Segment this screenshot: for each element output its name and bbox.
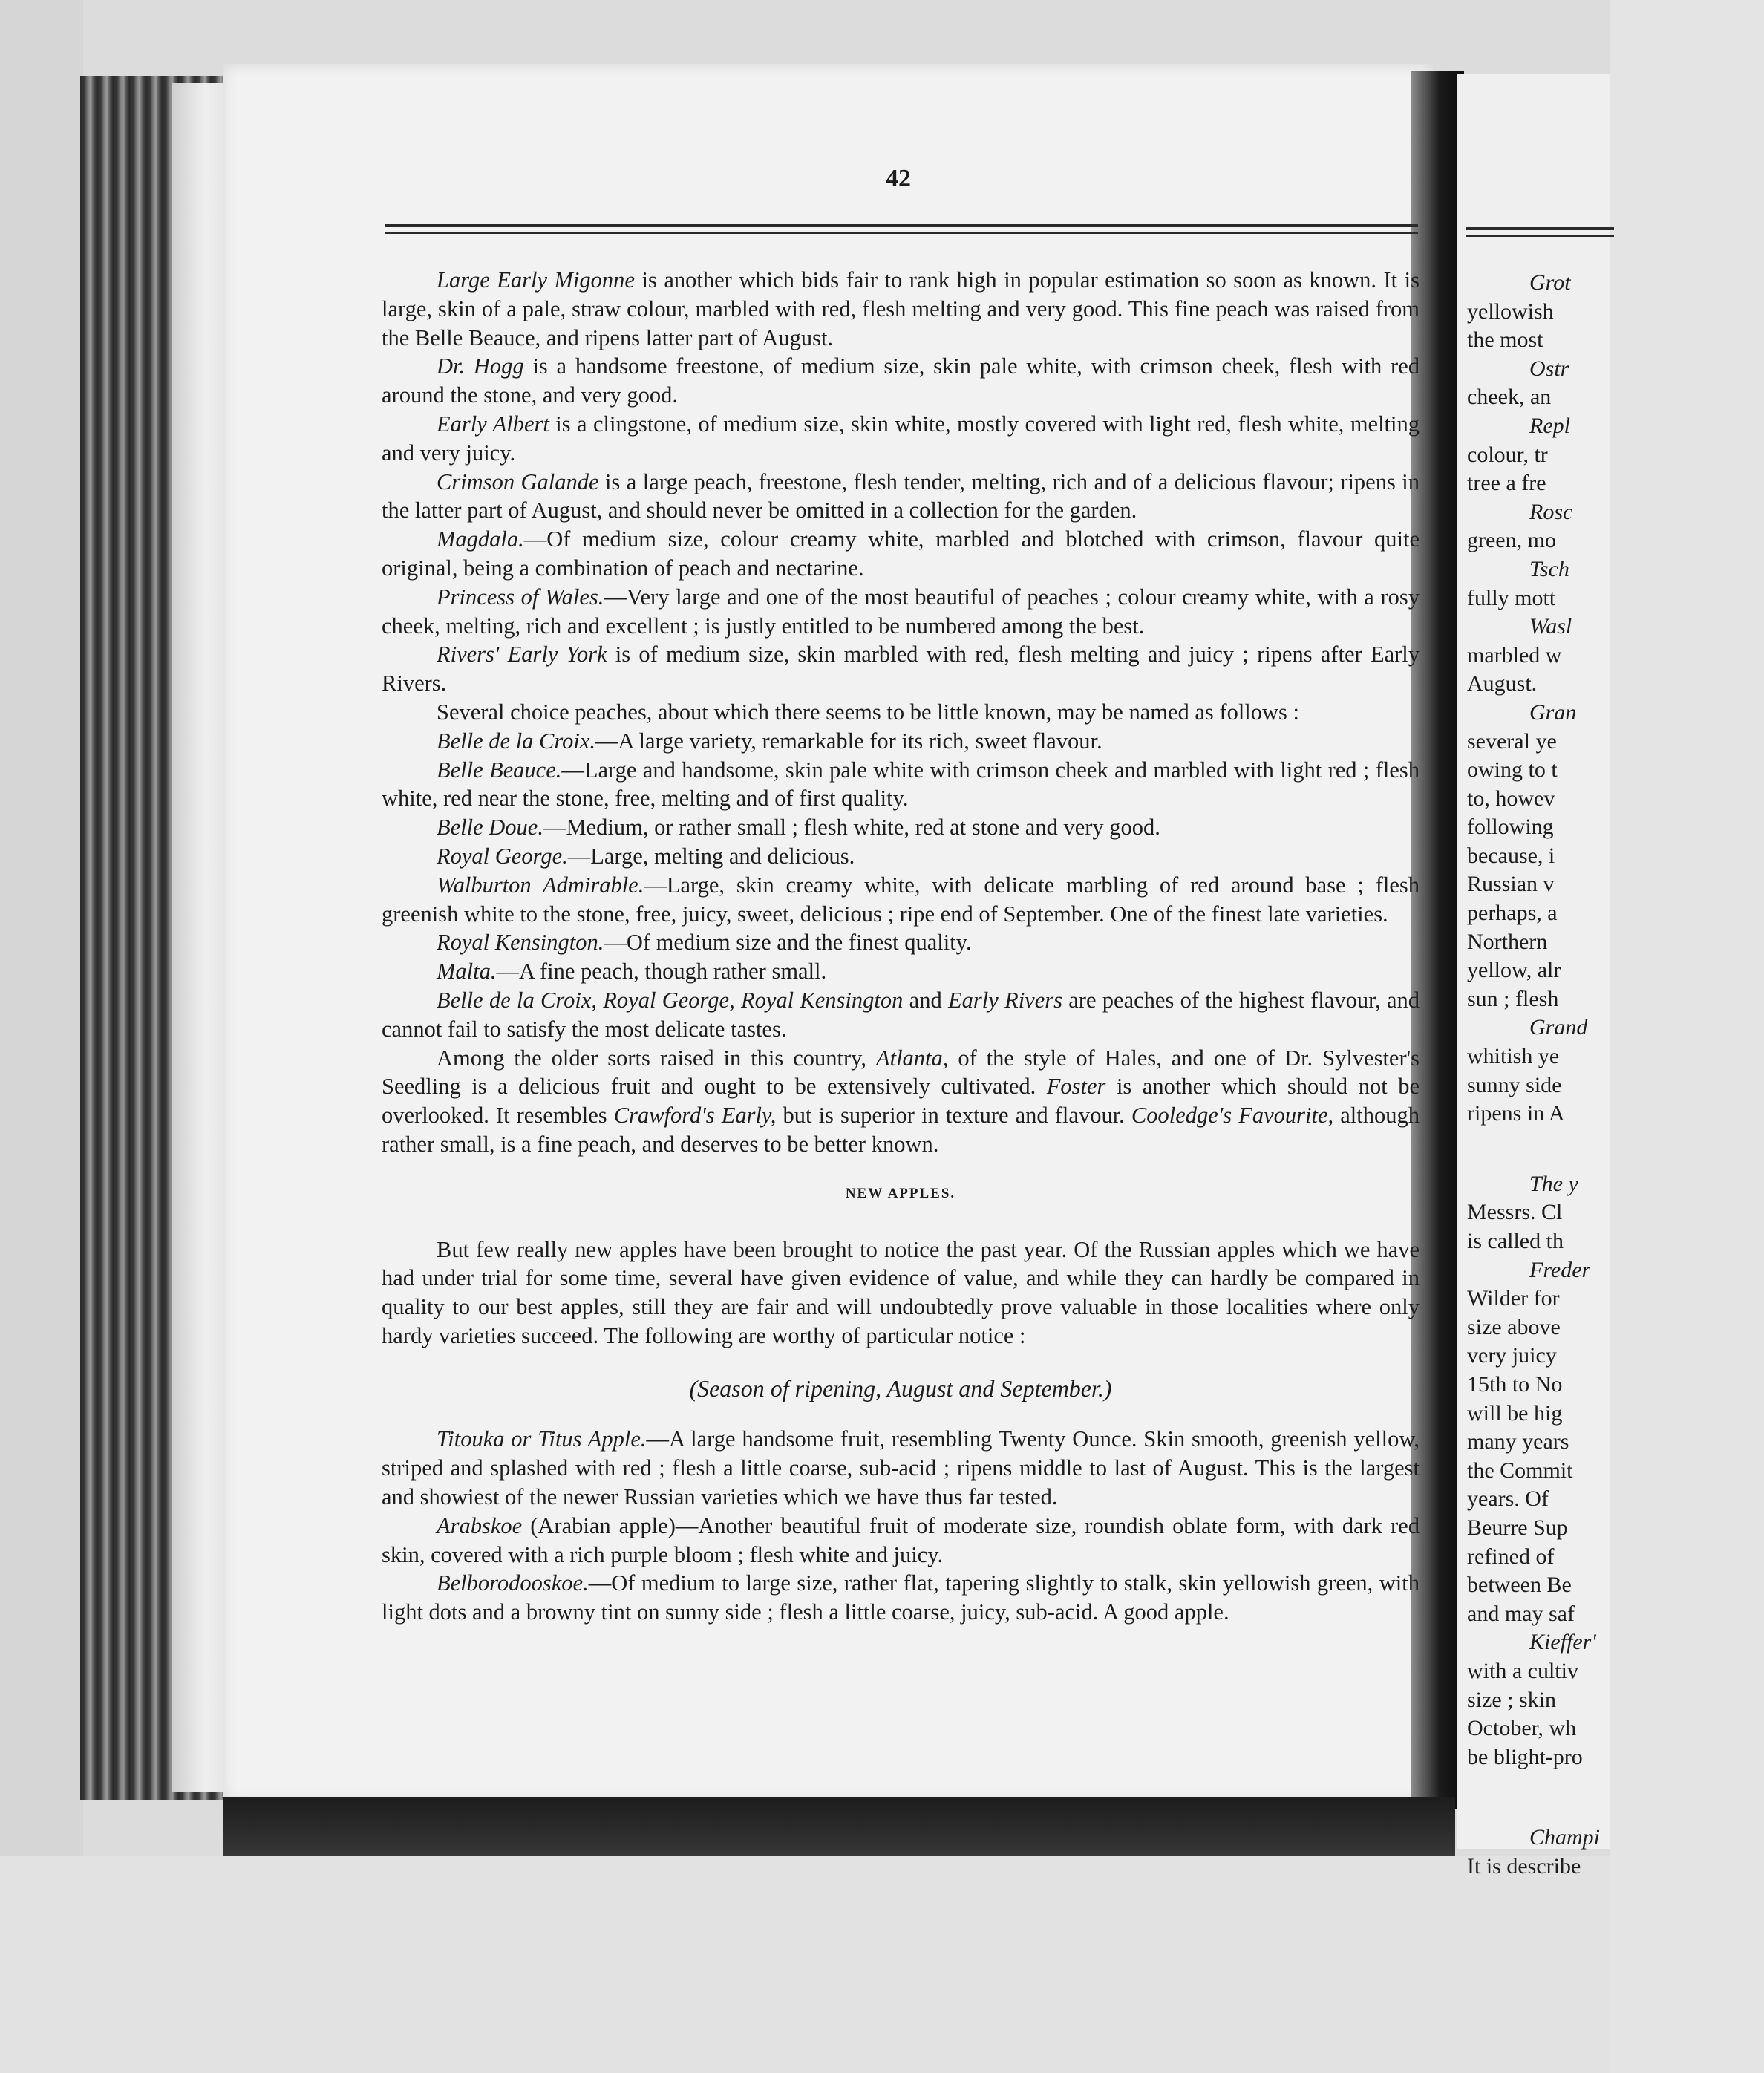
variety-name: Titouka or Titus Apple. <box>437 1426 647 1452</box>
text-line-fragment: following <box>1467 814 1554 840</box>
header-rule-thin <box>385 232 1418 234</box>
text-line-fragment: tree a fre <box>1467 471 1546 496</box>
text-line-fragment: Beurre Sup <box>1467 1515 1568 1540</box>
text-line-fragment: be blight-pro <box>1467 1744 1583 1769</box>
text-line-fragment: Northern <box>1467 929 1548 954</box>
text-line-fragment: marbled w <box>1467 642 1562 667</box>
variety-name: Princess of Wales. <box>437 584 604 610</box>
header-rule <box>385 224 1418 227</box>
text-line-fragment: the most <box>1467 327 1544 353</box>
text-line-fragment: October, wh <box>1467 1716 1577 1741</box>
text-line-fragment: Grot <box>1529 270 1571 295</box>
scan-margin-bottom <box>0 1856 1610 2073</box>
text-line-fragment: Wilder for <box>1467 1286 1560 1311</box>
text-line-fragment: size ; skin <box>1467 1687 1556 1712</box>
paragraph: Early Albert is a clingstone, of medium size, skin white, mostly covered with light red, flesh white, melting and very juicy. <box>382 411 1420 466</box>
text-line-fragment: fully mott <box>1467 585 1556 610</box>
text-line-fragment: cheek, an <box>1467 385 1552 410</box>
paragraph: But few really new apples have been brought to notice the past year. Of the Russian apples which we have had under trial for some time, several have given evidence of value, and while they can hardly be compared in quality to our best apples, still they are fair and will undoubtedly prove valuable in those localities where only hardy varieties succeed. The following are worthy of particular notice : <box>382 1236 1420 1348</box>
paragraph: Titouka or Titus Apple.—A large handsome fruit, resembling Twenty Ounce. Skin smooth, greenish yellow, striped and splashed with red ; flesh a little coarse, sub-acid ; ripens middle to last of August. This is the largest and showiest of the newer Russian varieties which we have thus far tested. <box>382 1426 1420 1510</box>
text-line-fragment: years. Of <box>1467 1486 1549 1512</box>
paragraph: Several choice peaches, about which there seems to be little known, may be named as follows : <box>437 699 1300 725</box>
text-line-fragment: many years <box>1467 1429 1569 1455</box>
paragraph: Belborodooskoe.—Of medium to large size, rather flat, tapering slightly to stalk, skin yellowish green, with light dots and a browny tint on sunny side ; flesh a little coarse, juicy, sub-acid. A good apple. <box>382 1570 1420 1625</box>
text-line-fragment: refined of <box>1467 1544 1555 1569</box>
variety-name: Belle Beauce. <box>437 757 562 783</box>
text-line-fragment: very juicy <box>1467 1343 1557 1368</box>
paragraph: Large Early Migonne is another which bids fair to rank high in popular estimation so soon as known. It is large, skin of a pale, straw colour, marbled with red, flesh melting and very good. This fine peach was raised from the Belle Beauce, and ripens latter part of August. <box>382 267 1420 350</box>
text-line-fragment: yellow, alr <box>1467 958 1561 983</box>
text-line-fragment: will be hig <box>1467 1400 1563 1426</box>
variety-name: Early Albert <box>437 411 549 437</box>
text-line-fragment: between Be <box>1467 1573 1572 1598</box>
paragraph: Belle de la Croix.—A large variety, remarkable for its rich, sweet flavour. <box>437 728 1102 754</box>
paragraph: Crimson Galande is a large peach, freestone, flesh tender, melting, rich and of a delicious flavour; ripens in the latter part of August, and should never be omitted in a collection for the garden. <box>382 469 1420 523</box>
page-body <box>382 266 1420 1627</box>
paragraph: Walburton Admirable.—Large, skin creamy white, with delicate marbling of red around base ; flesh greenish white to the stone, free, juicy, sweet, delicious ; ripe end of September. One of the finest late varieties. <box>382 872 1420 927</box>
text-line-fragment: green, mo <box>1467 528 1556 553</box>
header-rule-thin <box>1466 235 1614 237</box>
text-line-fragment: It is describe <box>1467 1853 1581 1878</box>
text-line-fragment: because, i <box>1467 843 1555 868</box>
text-line-fragment: Grand <box>1529 1015 1588 1040</box>
text-line-fragment: whitish ye <box>1467 1044 1560 1069</box>
text-line-fragment: several ye <box>1467 728 1557 754</box>
book-bottom-edge <box>223 1797 1455 1864</box>
variety-name: Dr. Hogg <box>437 353 524 379</box>
text-line-fragment: August. <box>1467 671 1538 696</box>
text-line-fragment: Kieffer' <box>1529 1630 1596 1655</box>
variety-name: Belborodooskoe. <box>437 1570 589 1596</box>
variety-name: Rivers' Early York <box>437 642 607 667</box>
text-line-fragment: is called th <box>1467 1229 1564 1253</box>
text-line-fragment: The y <box>1529 1171 1578 1196</box>
text-line-fragment: Russian v <box>1467 872 1555 897</box>
text-line-fragment: Freder <box>1529 1257 1591 1282</box>
text-line-fragment: the Commit <box>1467 1457 1573 1483</box>
paragraph: Belle Doue.—Medium, or rather small ; flesh white, red at stone and very good. <box>437 814 1160 840</box>
paragraph: Rivers' Early York is of medium size, skin marbled with red, flesh melting and juicy ; ripens after Early Rivers. <box>382 642 1420 696</box>
right-page <box>1457 74 1610 1878</box>
paragraph: Belle Beauce.—Large and handsome, skin pale white with crimson cheek and marbled with light red ; flesh white, red near the stone, free, melting and of first quality. <box>382 757 1420 812</box>
text-line-fragment: Wasl <box>1529 614 1572 639</box>
page-number: 42 <box>886 165 911 192</box>
text-line-fragment: Gran <box>1529 699 1577 725</box>
text-line-fragment: with a cultiv <box>1467 1658 1578 1683</box>
variety-name: Belle Doue. <box>437 814 543 840</box>
text-line-fragment: Messrs. Cl <box>1467 1200 1563 1225</box>
variety-name: Walburton Admirable. <box>437 872 644 898</box>
text-line-fragment: size above <box>1467 1314 1561 1339</box>
scan-margin-left <box>0 0 83 2073</box>
text-line-fragment: Repl <box>1529 413 1570 438</box>
header-rule <box>1466 227 1614 230</box>
paragraph: Among the older sorts raised in this country, Atlanta, of the style of Hales, and one of Dr. Sylvester's Seedling is a delicious fruit and ought to be extensively cultivated. Foster is another which should not be overlooked. It resembles Crawford's Early, but is superior in texture and flavour. Cooledge's Favourite, although rather small, is a fine peach, and deserves to be better known. <box>382 1045 1420 1157</box>
variety-name: Magdala. <box>437 526 524 552</box>
right-page-text <box>1467 269 1764 1881</box>
text-line-fragment: perhaps, a <box>1467 901 1558 926</box>
text-line-fragment: Rosc <box>1529 499 1573 524</box>
text-line-fragment: sun ; flesh <box>1467 986 1559 1011</box>
paragraph: Royal George.—Large, melting and delicious. <box>437 843 855 869</box>
text-line-fragment: ripens in A <box>1467 1101 1565 1126</box>
text-line-fragment: 15th to No <box>1467 1371 1563 1397</box>
text-line-fragment: Ostr <box>1529 356 1569 381</box>
variety-name: Malta. <box>437 959 497 985</box>
text-line-fragment: Champi <box>1529 1825 1601 1850</box>
variety-name: Belle de la Croix. <box>437 728 596 754</box>
peach-varieties <box>382 266 1420 986</box>
text-line-fragment: Tsch <box>1529 556 1569 581</box>
paragraph: Dr. Hogg is a handsome freestone, of medium size, skin pale white, with crimson cheek, flesh with red around the stone, and very good. <box>382 353 1420 408</box>
paragraph: Royal Kensington.—Of medium size and the finest quality. <box>437 930 972 956</box>
text-line-fragment: yellowish <box>1467 298 1554 324</box>
paragraph: Magdala.—Of medium size, colour creamy white, marbled and blotched with crimson, flavour quite original, being a combination of peach and nectarine. <box>382 526 1420 581</box>
variety-name: Royal George. <box>437 843 568 869</box>
text-line-fragment: and may saf <box>1467 1601 1575 1626</box>
text-line-fragment: owing to t <box>1467 757 1558 783</box>
variety-name: Crimson Galande <box>437 469 599 494</box>
text-line-fragment: to, howev <box>1467 786 1555 811</box>
apple-varieties <box>382 1425 1420 1627</box>
season-heading: (Season of ripening, August and September.) <box>689 1374 1112 1402</box>
paragraph: Arabskoe (Arabian apple)—Another beautiful fruit of moderate size, roundish oblate form, with dark red skin, covered with a rich purple bloom ; flesh white and juicy. <box>382 1512 1420 1567</box>
text-line-fragment: colour, tr <box>1467 442 1548 467</box>
paragraph: Princess of Wales.—Very large and one of the most beautiful of peaches ; colour creamy white, with a rosy cheek, melting, rich and excellent ; is justly entitled to be numbered among the best. <box>382 584 1420 639</box>
section-title: NEW APPLES. <box>845 1185 956 1201</box>
paragraph: Belle de la Croix, Royal George, Royal Kensington and Early Rivers are peaches of the highest flavour, and cannot fail to satisfy the most delicate tastes. <box>382 987 1420 1042</box>
variety-name: Arabskoe <box>437 1512 523 1538</box>
variety-name: Large Early Migonne <box>437 267 635 293</box>
variety-name: Royal Kensington. <box>437 930 604 956</box>
paragraph: Malta.—A fine peach, though rather small. <box>437 959 827 985</box>
text-line-fragment: sunny side <box>1467 1072 1562 1097</box>
